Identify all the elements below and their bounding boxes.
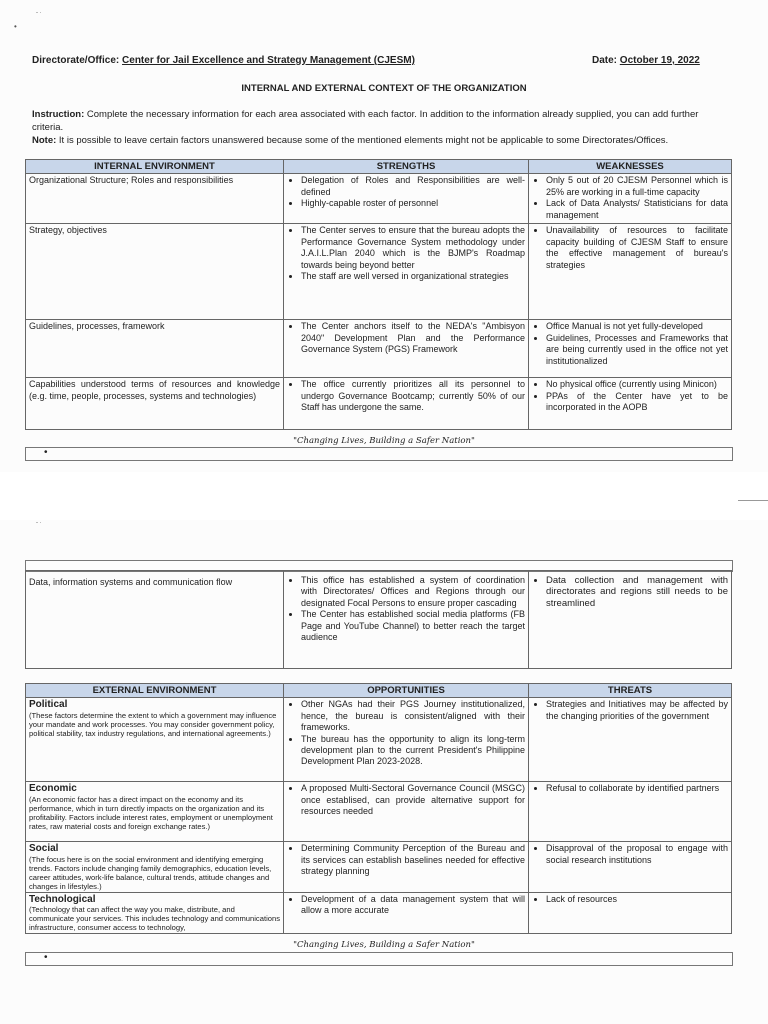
weaknesses-header: WEAKNESSES — [529, 160, 732, 174]
list-item: • The staff are well versed in organizational strategies — [301, 271, 525, 282]
table-row — [26, 174, 732, 224]
directorate-header — [32, 55, 415, 66]
strengths-cell — [284, 571, 529, 669]
instruction-block — [32, 108, 732, 147]
factor-text: Data, information systems and communication flow — [29, 577, 233, 587]
instruction-label: Instruction: — [32, 109, 85, 120]
table-header-row — [26, 160, 732, 174]
footer-motto: "Changing Lives, Building a Safer Nation" — [293, 940, 475, 950]
scan-speck: • — [14, 22, 17, 31]
list-item: • The Center anchors itself to the NEDA's "Ambisyon 2040" Development Plan and the Performance Governance System (PGS) Framework — [301, 321, 525, 355]
strengths-cell — [284, 378, 529, 430]
list-item: • PPAs of the Center have yet to be incorporated in the AOPB — [546, 391, 728, 414]
threats-cell — [529, 892, 732, 933]
factor-text: Organizational Structure; Roles and responsibilities — [29, 175, 234, 186]
list-item: • Other NGAs had their PGS Journey institutionalized, hence, the bureau is consistent/aligned with their frameworks. — [301, 699, 525, 733]
document-page-2 — [0, 520, 768, 1024]
opportunities-header: OPPORTUNITIES — [284, 684, 529, 698]
list-item: • The bureau has the opportunity to align its long-term development plan to the current President's Philippine Development Plan 2023-2028. — [301, 734, 525, 768]
factor-cell — [26, 892, 284, 933]
list-item: • Lack of resources — [546, 894, 728, 905]
opportunities-cell — [284, 892, 529, 933]
factor-title: Social — [29, 843, 59, 855]
threats-header: THREATS — [529, 684, 732, 698]
list-item: • Data collection and management with directorates and regions still needs to be streamlined — [546, 575, 728, 609]
footer-box — [25, 952, 733, 966]
internal-environment-table — [25, 159, 732, 430]
directorate-label: Directorate/Office: — [32, 55, 120, 66]
list-item: • Delegation of Roles and Responsibilities are well-defined — [301, 175, 525, 198]
factor-title: Technological — [29, 893, 96, 905]
document-page-1 — [0, 0, 768, 472]
opportunities-cell — [284, 698, 529, 782]
factor-cell — [26, 174, 284, 224]
table-row — [26, 782, 732, 842]
list-item: • Lack of Data Analysts/ Statisticians for data management — [546, 198, 728, 221]
factor-cell — [26, 842, 284, 892]
list-item: • Determining Community Perception of the Bureau and its services can establish baselines needed for effective strategy planning — [301, 843, 525, 877]
factor-description: (Technology that can affect the way you make, distribute, and communicate your services. This includes technology and communications infrastructure, consumer access to technology, — [29, 905, 280, 933]
table-row — [26, 698, 732, 782]
list-item: • Strategies and Initiatives may be affected by the changing priorities of the government — [546, 699, 728, 722]
table-row — [26, 892, 732, 933]
footer-box — [25, 447, 733, 461]
factor-cell — [26, 224, 284, 320]
list-item: • Only 5 out of 20 CJESM Personnel which is 25% are working in a full-time capacity — [546, 175, 728, 198]
list-item: • Highly-capable roster of personnel — [301, 198, 525, 209]
external-environment-table — [25, 683, 732, 934]
list-item: • The office currently prioritizes all its personnel to undergo Governance Bootcamp; currently 50% of our Staff has undergone the same. — [301, 379, 525, 413]
table-header-row — [26, 684, 732, 698]
scan-edge-line — [738, 500, 768, 501]
factor-text: Capabilities understood terms of resources and knowledge (e.g. time, people, processes, systems and technologies) — [29, 379, 280, 401]
note-label: Note: — [32, 135, 57, 146]
list-item: • The Center has established social media platforms (FB Page and YouTube Channel) to better reach the target audience — [301, 609, 525, 643]
table-row — [26, 842, 732, 892]
factor-text: Strategy, objectives — [29, 225, 107, 236]
directorate-value: Center for Jail Excellence and Strategy Management (CJESM) — [122, 55, 415, 66]
strengths-cell — [284, 174, 529, 224]
factor-cell — [26, 698, 284, 782]
list-item: • Office Manual is not yet fully-developed — [546, 321, 728, 332]
page-title: INTERNAL AND EXTERNAL CONTEXT OF THE ORGANIZATION — [241, 83, 527, 94]
instruction-text: Complete the necessary information for each area associated with each factor. In addition to the information already supplied, you can add further criteria. — [32, 109, 699, 133]
factor-title: Economic — [29, 783, 77, 795]
threats-cell — [529, 842, 732, 892]
date-value: October 19, 2022 — [619, 55, 700, 66]
threats-cell — [529, 782, 732, 842]
list-item: • No physical office (currently using Minicon) — [546, 379, 728, 390]
page-gap — [0, 472, 768, 520]
strengths-header: STRENGTHS — [284, 160, 529, 174]
factor-cell — [26, 378, 284, 430]
external-header: EXTERNAL ENVIRONMENT — [26, 684, 284, 698]
scan-speck: - · — [36, 10, 42, 16]
weaknesses-cell — [529, 320, 732, 378]
weaknesses-cell — [529, 378, 732, 430]
list-item: • Guidelines, Processes and Frameworks that are being currently used in the office not yet institutionalized — [546, 333, 728, 367]
weaknesses-cell — [529, 174, 732, 224]
factor-description: (An economic factor has a direct impact on the economy and its performance, which in turn directly impacts on the organization and its profitability. Factors include interest rates, employment or unemployment rates, raw material costs and foreign exchange rates.) — [29, 794, 273, 831]
threats-cell — [529, 698, 732, 782]
opportunities-cell — [284, 782, 529, 842]
strengths-cell — [284, 224, 529, 320]
note-text: It is possible to leave certain factors unanswered because some of the mentioned elements might not be applicable to some Directorates/Offices. — [58, 135, 669, 146]
footer-bullet: • — [44, 447, 48, 458]
factor-cell — [26, 320, 284, 378]
weaknesses-cell — [529, 224, 732, 320]
table-row — [26, 571, 732, 669]
factor-description: (The focus here is on the social environment and identifying emerging trends. Factors include changing family demographics, education levels, career attitudes, work-life balance, cultural trends, attitude changes and changes in lifestyles.) — [29, 854, 272, 891]
scan-speck: - · — [36, 520, 42, 526]
list-item: • This office has established a system of coordination with Directorates/ Offices and Regions through our designated Focal Persons to ensure proper cascading — [301, 575, 525, 609]
opportunities-cell — [284, 842, 529, 892]
date-header — [592, 55, 700, 66]
factor-cell — [26, 782, 284, 842]
factor-description: (These factors determine the extent to which a government may influence your mandate and work processes. You may consider government policy, political stability, tax industry regulations, and international agreements.) — [29, 710, 277, 738]
table-row — [26, 320, 732, 378]
factor-title: Political — [29, 699, 68, 711]
list-item: • A proposed Multi-Sectoral Governance Council (MSGC) once establised, can provide alternative support for resources needed — [301, 783, 525, 817]
strengths-cell — [284, 320, 529, 378]
list-item: • Disapproval of the proposal to engage with social research institutions — [546, 843, 728, 866]
table-row — [26, 224, 732, 320]
list-item: • Refusal to collaborate by identified partners — [546, 783, 728, 794]
weaknesses-cell — [529, 571, 732, 669]
internal-environment-continued-table — [25, 570, 732, 669]
footer-bullet: • — [44, 952, 48, 963]
list-item: • Development of a data management system that will allow a more accurate — [301, 894, 525, 917]
footer-motto: "Changing Lives, Building a Safer Nation" — [293, 436, 475, 446]
factor-cell — [26, 571, 284, 669]
table-row — [26, 378, 732, 430]
date-label: Date: — [592, 55, 618, 66]
internal-header: INTERNAL ENVIRONMENT — [26, 160, 284, 174]
list-item: • The Center serves to ensure that the bureau adopts the Performance Governance System methodology under J.A.I.L.Plan 2040 which is the BJMP's Roadmap towards being beyond better — [301, 225, 525, 271]
list-item: • Unavailability of resources to facilitate capacity building of CJESM Staff to ensure the effective management of bureau's strategies — [546, 225, 728, 271]
factor-text: Guidelines, processes, framework — [29, 321, 165, 332]
